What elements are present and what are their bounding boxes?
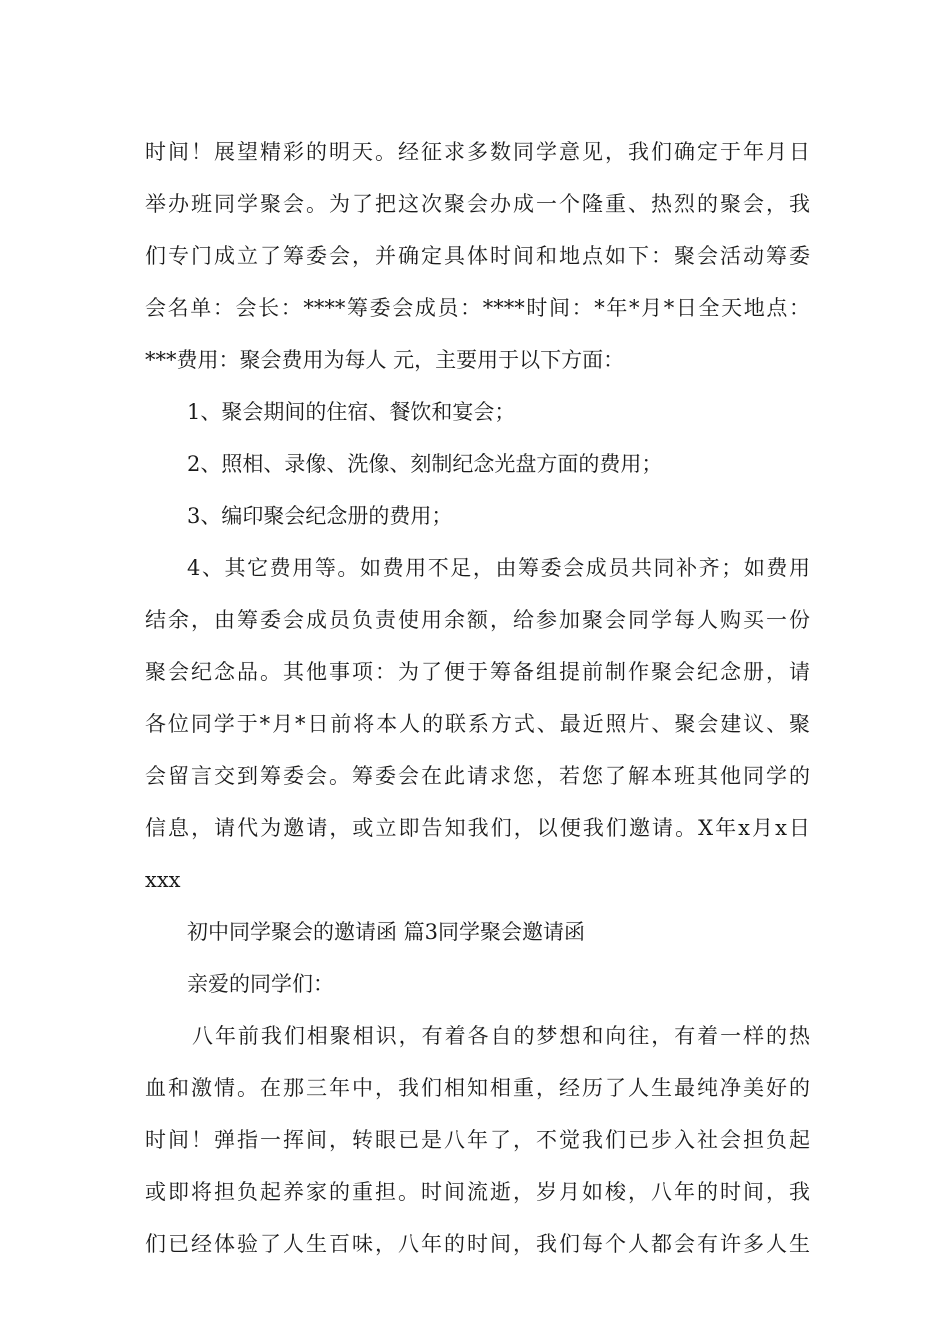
text-line: 信息，请代为邀请，或立即告知我们，以便我们邀请。X年x月x日 bbox=[145, 816, 810, 840]
section-heading: 初中同学聚会的邀请函 篇3同学聚会邀请函 bbox=[187, 920, 586, 944]
text-line: 聚会纪念品。其他事项：为了便于筹备组提前制作聚会纪念册，请 bbox=[145, 660, 810, 684]
salutation: 亲爱的同学们： bbox=[187, 972, 334, 996]
text-line: 结余，由筹委会成员负责使用余额，给参加聚会同学每人购买一份 bbox=[145, 608, 810, 632]
text-line: 血和激情。在那三年中，我们相知相重，经历了人生最纯净美好的 bbox=[145, 1076, 810, 1100]
text-line: 们专门成立了筹委会，并确定具体时间和地点如下：聚会活动筹委 bbox=[145, 244, 810, 268]
list-item-1: 1、聚会期间的住宿、餐饮和宴会； bbox=[187, 400, 516, 424]
text-line: 们已经体验了人生百味，八年的时间，我们每个人都会有许多人生 bbox=[145, 1232, 810, 1256]
list-item-4: 4、其它费用等。如费用不足，由筹委会成员共同补齐；如费用 bbox=[187, 556, 810, 580]
body-text bbox=[145, 126, 810, 1270]
text-line: 各位同学于*月*日前将本人的联系方式、最近照片、聚会建议、聚 bbox=[145, 712, 810, 736]
list-item-2: 2、照相、录像、洗像、刻制纪念光盘方面的费用； bbox=[187, 452, 663, 476]
list-item-3: 3、编印聚会纪念册的费用； bbox=[187, 504, 453, 528]
signature-line: xxx bbox=[145, 868, 181, 892]
text-line: 八年前我们相聚相识，有着各自的梦想和向往，有着一样的热 bbox=[192, 1024, 810, 1048]
text-line: 会留言交到筹委会。筹委会在此请求您，若您了解本班其他同学的 bbox=[145, 764, 810, 788]
text-line: 或即将担负起养家的重担。时间流逝，岁月如梭，八年的时间，我 bbox=[145, 1180, 810, 1204]
text-line: 时间！弹指一挥间，转眼已是八年了，不觉我们已步入社会担负起 bbox=[145, 1128, 810, 1152]
text-line: 举办班同学聚会。为了把这次聚会办成一个隆重、热烈的聚会，我 bbox=[145, 192, 810, 216]
text-line: ***费用：聚会费用为每人 元，主要用于以下方面： bbox=[145, 348, 625, 372]
text-line: 会名单：会长：****筹委会成员：****时间：*年*月*日全天地点： bbox=[145, 296, 810, 320]
text-line: 时间！展望精彩的明天。经征求多数同学意见，我们确定于年月日 bbox=[145, 140, 810, 164]
